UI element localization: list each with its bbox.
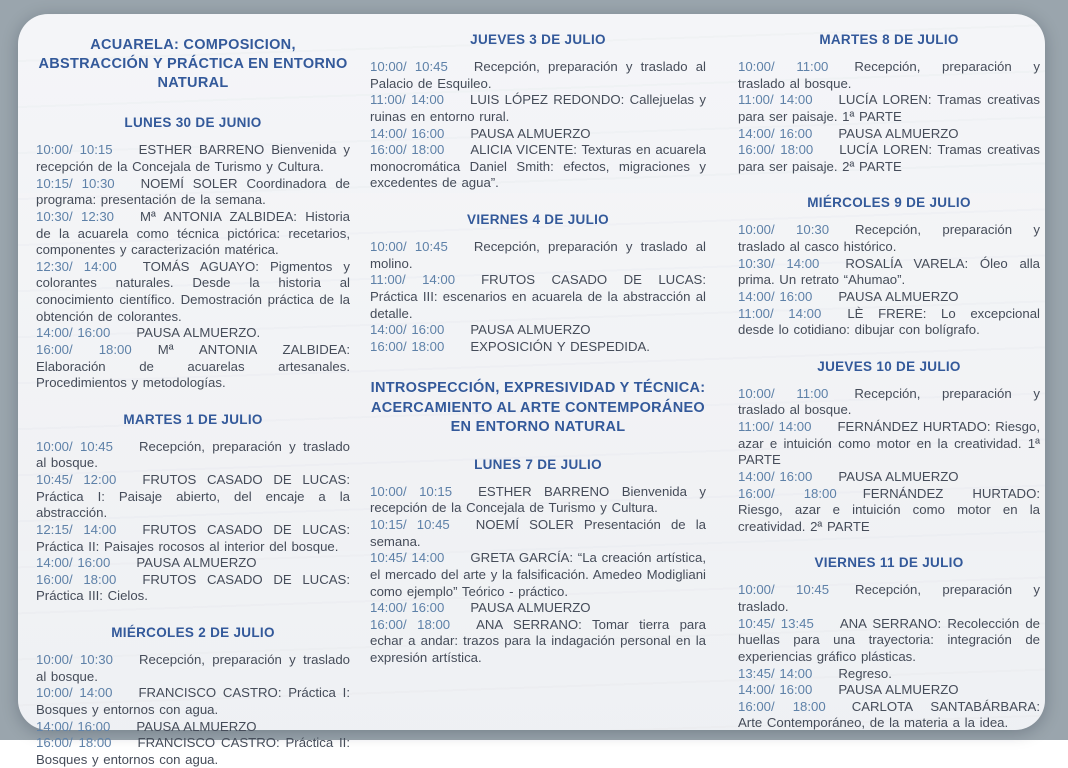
day-heading: JUEVES 10 DE JULIO [817, 358, 961, 374]
schedule-entry [738, 126, 1040, 143]
entry-time: 10:00/ 10:30 [36, 652, 113, 667]
entry-description: PAUSA ALMUERZO. [136, 325, 261, 341]
entry-time: 14:00/ 16:00 [738, 682, 813, 698]
entry-description: GRETA GARCÍA: “La creación artística, el mercado del arte y la falsificación. Amedeo Modigliani como ejemplo” Teórico - práctico. [370, 550, 706, 599]
program-title: INTROSPECCIÓN, EXPRESIVIDAD Y TÉCNICA: ACERCAMIENTO AL ARTE CONTEMPORÁNEO EN ENTORNO NATURAL [370, 380, 706, 435]
entry-description: Recepción, preparación y traslado al bosque. [738, 385, 1040, 418]
entry-time: 12:15/ 14:00 [36, 521, 117, 537]
entry-description: Recepción, preparación y traslado al molino. [370, 239, 706, 271]
entry-time: 14:00/ 16:00 [36, 325, 111, 341]
entry-description: FERNÁNDEZ HURTADO: Riesgo, azar e intuición como motor en la creatividad. 2ª PARTE [738, 485, 1040, 534]
entry-time: 16:00/ 18:00 [36, 571, 117, 587]
entry-time: 10:00/ 10:45 [36, 438, 113, 454]
schedule-entry [738, 419, 1040, 469]
schedule-entry [370, 517, 706, 550]
entry-description: LUCÍA LOREN: Tramas creativas para ser paisaje. 2ª PARTE [738, 142, 1040, 174]
entry-description: PAUSA ALMUERZO [470, 125, 591, 141]
day-heading: LUNES 7 DE JULIO [474, 456, 602, 472]
day-section [738, 359, 1040, 536]
entry-time: 12:30/ 14:00 [36, 258, 117, 274]
schedule-entry [738, 699, 1040, 732]
entry-time: 16:00/ 18:00 [36, 735, 112, 751]
day-heading: LUNES 30 DE JUNIO [124, 115, 262, 131]
entry-time: 11:00/ 14:00 [370, 272, 456, 288]
entry-time: 10:00/ 10:15 [370, 483, 453, 499]
entry-description: FRANCISCO CASTRO: Práctica II: Bosques y entornos con agua. [36, 735, 350, 767]
entry-description: Recepción, preparación y traslado. [738, 582, 1040, 614]
schedule-entry [738, 469, 1040, 486]
day-section [36, 625, 350, 768]
schedule-entry [36, 259, 350, 326]
entry-description: ESTHER BARRENO Bienvenida y recepción de la Concejala de Turismo y Cultura. [370, 483, 706, 516]
schedule-entry [738, 59, 1040, 92]
schedule-entry [370, 322, 706, 339]
entry-time: 10:45/ 14:00 [370, 550, 445, 566]
entry-description: ESTHER BARRENO Bienvenida y recepción de la Concejala de Turismo y Cultura. [36, 142, 350, 174]
schedule-column-3 [738, 32, 1040, 768]
entry-time: 10:00/ 11:00 [738, 385, 829, 401]
schedule-columns [36, 32, 1045, 768]
schedule-entry [370, 142, 706, 192]
schedule-entry [36, 142, 350, 175]
entry-description: ALICIA VICENTE: Texturas en acuarela monocromática Daniel Smith: efectos, migraciones y excedentes de agua”. [370, 142, 706, 191]
entry-description: ROSALÍA VARELA: Óleo alla prima. Un retrato “Ahumao”. [738, 255, 1040, 288]
day-heading: MARTES 1 DE JULIO [123, 411, 263, 427]
entry-description: ANA SERRANO: Recolección de huellas para una trayectoria: integración de experiencias gráfico plásticas. [738, 615, 1040, 664]
entry-time: 14:00/ 16:00 [370, 322, 445, 338]
schedule-entry [370, 550, 706, 600]
day-heading: VIERNES 11 DE JULIO [814, 555, 964, 571]
schedule-entry [370, 126, 706, 143]
entry-time: 14:00/ 16:00 [738, 468, 813, 484]
schedule-entry [36, 555, 350, 572]
entry-description: FRUTOS CASADO DE LUCAS: Práctica I: Paisaje abierto, del encaje a la abstracción. [36, 472, 350, 521]
day-section [738, 195, 1040, 338]
schedule-entry [370, 617, 706, 667]
entry-time: 10:00/ 10:45 [370, 239, 448, 254]
entry-description: PAUSA ALMUERZO [838, 288, 959, 304]
entry-description: PAUSA ALMUERZO [838, 125, 959, 141]
schedule-entry [36, 209, 350, 259]
day-heading: JUEVES 3 DE JULIO [470, 32, 606, 47]
entry-time: 13:45/ 14:00 [738, 665, 813, 681]
entry-time: 10:00/ 10:45 [370, 59, 448, 74]
schedule-entry [370, 239, 706, 272]
entry-description: FRANCISCO CASTRO: Práctica I: Bosques y entornos con agua. [36, 685, 350, 717]
entry-time: 14:00/ 16:00 [370, 125, 445, 141]
schedule-entry [738, 142, 1040, 175]
entry-time: 14:00/ 16:00 [738, 125, 813, 141]
entry-time: 10:00/ 10:45 [738, 582, 830, 598]
entry-description: Regreso. [838, 665, 892, 681]
entry-time: 16:00/ 18:00 [738, 698, 826, 714]
schedule-entry [738, 92, 1040, 125]
day-section [370, 32, 706, 192]
schedule-entry [370, 272, 706, 322]
schedule-entry [36, 572, 350, 605]
day-heading: MARTES 8 DE JULIO [819, 32, 959, 47]
entry-time: 10:30/ 14:00 [738, 255, 820, 271]
program-title: ACUARELA: COMPOSICION, ABSTRACCIÓN Y PRÁCTICA EN ENTORNO NATURAL [38, 37, 348, 92]
entry-time: 16:00/ 18:00 [370, 142, 445, 158]
entry-time: 14:00/ 16:00 [738, 288, 813, 304]
day-heading: MIÉRCOLES 2 DE JULIO [111, 625, 275, 640]
day-section [36, 412, 350, 605]
schedule-column-1 [36, 32, 350, 768]
schedule-entry [36, 719, 350, 736]
schedule-entry [738, 386, 1040, 419]
schedule-entry [36, 342, 350, 392]
schedule-entry [370, 339, 706, 356]
day-section [370, 212, 706, 355]
entry-description: Mª ANTONIA ZALBIDEA: Elaboración de acuarelas artesanales. Procedimientos y metodologías. [36, 341, 350, 391]
schedule-entry [36, 522, 350, 555]
schedule-entry [370, 92, 706, 125]
entry-description: PAUSA ALMUERZO [470, 600, 591, 616]
schedule-entry [36, 176, 350, 209]
entry-time: 16:00/ 18:00 [738, 142, 814, 158]
entry-time: 16:00/ 18:00 [370, 616, 451, 632]
entry-description: NOEMÍ SOLER Presentación de la semana. [370, 517, 706, 549]
entry-time: 10:15/ 10:45 [370, 517, 450, 532]
day-heading: VIERNES 4 DE JULIO [467, 212, 609, 227]
entry-description: Recepción, preparación y traslado al bosque. [36, 438, 350, 471]
entry-description: PAUSA ALMUERZO [136, 555, 257, 571]
day-section [36, 115, 350, 391]
entry-description: CARLOTA SANTABÁRBARA: Arte Contemporáneo, de la materia a la idea. [738, 698, 1040, 731]
entry-description: Recepción, preparación y traslado al Palacio de Esquileo. [370, 59, 706, 91]
entry-time: 10:00/ 11:00 [738, 59, 829, 74]
day-section [370, 457, 706, 667]
entry-description: FERNÁNDEZ HURTADO: Riesgo, azar e intuición como motor en la creatividad. 1ª PARTE [738, 419, 1040, 468]
entry-description: LUIS LÓPEZ REDONDO: Callejuelas y ruinas en entorno rural. [370, 92, 706, 124]
entry-time: 14:00/ 16:00 [36, 555, 111, 571]
schedule-column-2 [370, 32, 706, 768]
schedule-entry [738, 666, 1040, 683]
entry-time: 16:00/ 18:00 [738, 485, 837, 501]
schedule-entry [738, 486, 1040, 536]
entry-time: 16:00/ 18:00 [370, 338, 445, 354]
schedule-entry [738, 682, 1040, 699]
entry-time: 14:00/ 16:00 [36, 718, 111, 734]
schedule-entry [370, 484, 706, 517]
entry-description: ANA SERRANO: Tomar tierra para echar a andar: trazos para la indagación personal en la expresión artística. [370, 616, 706, 665]
day-section [738, 555, 1040, 732]
schedule-entry [738, 256, 1040, 289]
entry-description: PAUSA ALMUERZO [838, 682, 959, 698]
entry-description: FRUTOS CASADO DE LUCAS: Práctica II: Paisajes rocosos al interior del bosque. [36, 521, 350, 554]
entry-description: FRUTOS CASADO DE LUCAS: Práctica III: escenarios en acuarela de la abstracción al detalle. [370, 272, 706, 321]
schedule-entry [738, 289, 1040, 306]
entry-description: PAUSA ALMUERZO [136, 718, 257, 734]
entry-time: 11:00/ 14:00 [738, 305, 822, 321]
entry-description: FRUTOS CASADO DE LUCAS: Práctica III: Cielos. [36, 571, 350, 604]
entry-description: PAUSA ALMUERZO [838, 468, 959, 484]
entry-description: EXPOSICIÓN Y DESPEDIDA. [470, 338, 650, 354]
entry-time: 10:45/ 13:45 [738, 615, 814, 631]
entry-time: 16:00/ 18:00 [36, 341, 132, 357]
schedule-entry [36, 735, 350, 768]
entry-description: Recepción, preparación y traslado al bosque. [738, 59, 1040, 91]
entry-time: 10:45/ 12:00 [36, 472, 117, 487]
entry-description: Recepción, preparación y traslado al bosque. [36, 652, 350, 684]
day-section [738, 32, 1040, 175]
entry-description: Mª ANTONIA ZALBIDEA: Historia de la acuarela como técnica pictórica: recetarios, componentes y caracterización matérica. [36, 208, 350, 258]
entry-description: NOEMÍ SOLER Coordinadora de programa: presentación de la semana. [36, 175, 350, 208]
entry-description: LUCÍA LOREN: Tramas creativas para ser paisaje. 1ª PARTE [738, 92, 1040, 124]
day-heading: MIÉRCOLES 9 DE JULIO [807, 195, 971, 211]
schedule-card [18, 14, 1045, 767]
schedule-entry [36, 685, 350, 718]
entry-time: 10:15/ 10:30 [36, 175, 115, 191]
entry-time: 14:00/ 16:00 [370, 600, 445, 616]
entry-description: LÈ FRERE: Lo excepcional desde lo cotidiano: dibujar con bolígrafo. [738, 305, 1040, 338]
entry-description: TOMÁS AGUAYO: Pigmentos y colorantes naturales. Desde la historia al conocimiento científico. Demostración práctica de la obtención de colorantes. [36, 258, 350, 324]
entry-time: 11:00/ 14:00 [738, 92, 813, 108]
entry-time: 10:00/ 10:15 [36, 142, 113, 158]
schedule-entry [370, 59, 706, 92]
entry-time: 10:00/ 10:30 [738, 222, 830, 238]
schedule-entry [36, 472, 350, 522]
entry-description: Recepción, preparación y traslado al casco histórico. [738, 222, 1040, 254]
schedule-entry [36, 652, 350, 685]
entry-description: PAUSA ALMUERZO [470, 322, 591, 338]
schedule-entry [370, 600, 706, 617]
schedule-entry [36, 325, 350, 342]
schedule-entry [738, 222, 1040, 255]
entry-time: 11:00/ 14:00 [738, 419, 812, 434]
entry-time: 10:00/ 14:00 [36, 685, 113, 701]
schedule-entry [36, 439, 350, 472]
schedule-entry [738, 306, 1040, 339]
entry-time: 11:00/ 14:00 [370, 92, 445, 108]
entry-time: 10:30/ 12:30 [36, 208, 115, 224]
schedule-entry [738, 616, 1040, 666]
schedule-entry [738, 582, 1040, 615]
